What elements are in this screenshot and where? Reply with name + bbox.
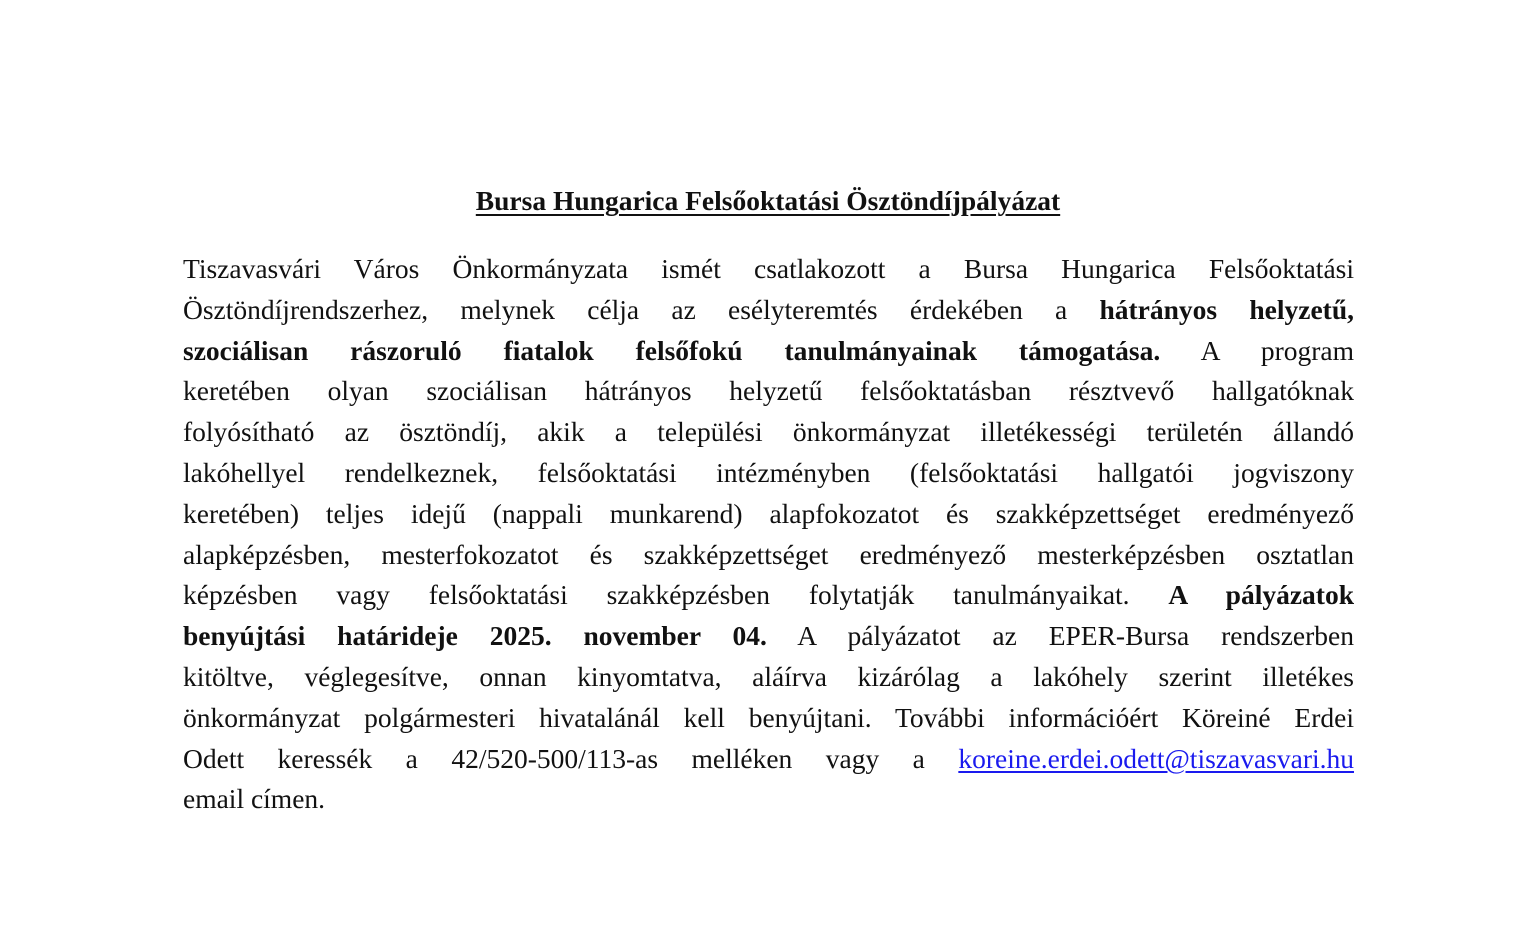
body-text-segment: Tiszavasvári Város Önkormányzata ismét csatlakozott a Bursa Hungarica Felsőoktatási (183, 253, 1354, 284)
body-text-segment: Odett keressék a 42/520-500/113-as melléken vagy a (183, 742, 959, 774)
body-text-segment: folyósítható az ösztöndíj, akik a települési önkormányzat illetékességi területén állandó (183, 416, 1354, 448)
body-text-segment: keretében) teljes idejű (nappali munkarend) alapfokozatot és szakképzettséget eredményező (183, 497, 1354, 529)
emphasized-text: hátrányos helyzetű, (1099, 293, 1354, 325)
body-text-segment: képzésben vagy felsőoktatási szakképzésben folytatják tanulmányaikat. (183, 579, 1169, 611)
announcement-paragraph (183, 249, 1354, 820)
body-text-segment: A program (1160, 334, 1354, 366)
text-line (183, 698, 1354, 739)
text-line (183, 657, 1354, 698)
text-line (183, 453, 1354, 494)
emphasized-text: benyújtási határideje 2025. november 04. (183, 620, 767, 652)
body-text-segment: önkormányzat polgármesteri hivatalánál kell benyújtani. További információért Köreiné Erdei (183, 701, 1354, 733)
body-text-segment: Ösztöndíjrendszerhez, melynek célja az esélyteremtés érdekében a (183, 293, 1100, 325)
text-line (183, 249, 1354, 290)
text-line (183, 331, 1354, 372)
text-line (183, 290, 1354, 331)
text-line (183, 575, 1354, 616)
body-text-segment: A pályázatot az EPER-Bursa rendszerben (766, 620, 1354, 652)
emphasized-text: A pályázatok (1168, 579, 1354, 611)
text-line (183, 616, 1354, 657)
email-link[interactable]: koreine.erdei.odett@tiszavasvari.hu (958, 742, 1354, 774)
body-text-segment: keretében olyan szociálisan hátrányos helyzetű felsőoktatásban résztvevő hallgatóknak (183, 375, 1354, 407)
text-line (183, 494, 1354, 535)
emphasized-text: szociálisan rászoruló fiatalok felsőfokú tanulmányainak támogatása. (183, 334, 1161, 366)
text-line (183, 535, 1354, 576)
document-title: Bursa Hungarica Felsőoktatási Ösztöndíjpályázat (475, 185, 1061, 216)
text-line (183, 371, 1354, 412)
body-text-segment: lakóhellyel rendelkeznek, felsőoktatási intézményben (felsőoktatási hallgatói jogviszony (183, 456, 1354, 488)
body-text-segment: email címen. (183, 783, 326, 815)
text-line (183, 779, 1354, 820)
body-text-segment: kitöltve, véglegesítve, onnan kinyomtatva, aláírva kizárólag a lakóhely szerint illetékes (183, 660, 1354, 692)
body-text-segment: alapképzésben, mesterfokozatot és szakképzettséget eredményező mesterképzésben osztatlan (183, 538, 1354, 570)
text-line (183, 739, 1354, 780)
text-line (183, 412, 1354, 453)
